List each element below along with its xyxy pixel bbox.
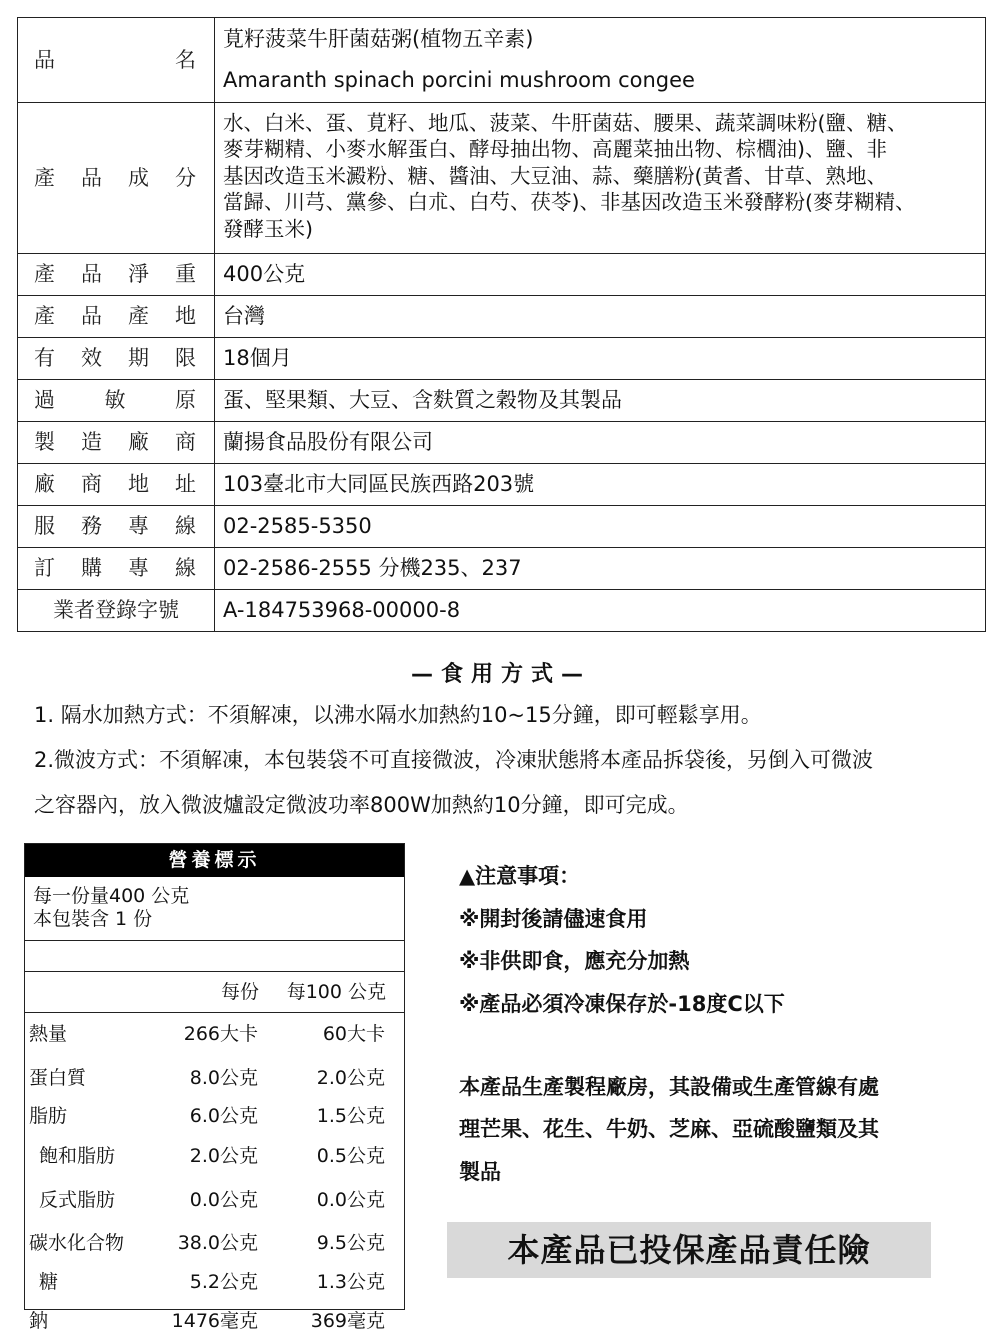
label-ingredients: 產品成分: [18, 103, 215, 254]
value-service-line: 02-2585-5350: [215, 506, 986, 548]
ingredients-line: 基因改造玉米澱粉、糖、醬油、大豆油、蒜、藥膳粉(黃耆、甘草、熟地、: [223, 163, 887, 188]
nutrient-per-100g: 2.0公克: [316, 1067, 385, 1089]
value-order-line: 02-2586-2555 分機235、237: [215, 548, 986, 590]
nutrient-per-serving: 2.0公克: [189, 1145, 258, 1167]
serving-size: 每一份量400 公克: [33, 885, 190, 907]
nutrient-per-100g: 369毫克: [310, 1310, 385, 1332]
nutrient-per-100g: 1.5公克: [316, 1105, 385, 1127]
product-name-en: Amaranth spinach porcini mushroom congee: [223, 68, 695, 92]
facility-text-line: 製品: [459, 1160, 501, 1184]
nutrition-row-protein: [25, 1063, 403, 1093]
label-origin: 產品產地: [18, 296, 215, 338]
label-manufacturer: 製造廠商: [18, 422, 215, 464]
nutrient-name: 蛋白質: [29, 1067, 87, 1089]
label-shelf-life: 有效期限: [18, 338, 215, 380]
nutrient-name: 反式脂肪: [39, 1189, 116, 1211]
nutrient-name: 飽和脂肪: [39, 1145, 116, 1167]
usage-line: 之容器內，放入微波爐設定微波功率800W加熱約10分鐘，即可完成。: [34, 793, 689, 817]
nutrient-name: 碳水化合物: [29, 1232, 125, 1254]
nutrition-row-sugar: [25, 1267, 403, 1297]
value-registration: A-184753968-00000-8: [215, 590, 986, 632]
product-info-table: [17, 17, 986, 632]
note-item: ※非供即食，應充分加熱: [459, 949, 690, 973]
nutrition-facts-panel: [24, 843, 405, 1332]
value-allergens: 蛋、堅果類、大豆、含麩質之穀物及其製品: [215, 380, 986, 422]
servings-per-package: 本包裝含 1 份: [33, 908, 153, 930]
nutrition-row-saturated-fat: [25, 1141, 403, 1171]
nutrient-name: 熱量: [29, 1023, 68, 1045]
notes-title: ▲注意事項：: [459, 864, 581, 888]
usage-title: —食用方式—: [410, 662, 591, 687]
label-order-line: 訂購專線: [18, 548, 215, 590]
value-ingredients: [215, 103, 986, 254]
nutrient-per-100g: 0.0公克: [316, 1189, 385, 1211]
ingredients-line: 發酵玉米): [223, 216, 313, 241]
value-origin: 台灣: [215, 296, 986, 338]
label-address: 廠商地址: [18, 464, 215, 506]
value-manufacturer: 蘭揚食品股份有限公司: [215, 422, 986, 464]
nutrient-per-serving: 6.0公克: [189, 1105, 258, 1127]
nutrient-per-serving: 1476毫克: [171, 1310, 258, 1332]
row-manufacturer: [18, 422, 986, 464]
note-item: ※產品必須冷凍保存於-18度C以下: [459, 992, 785, 1016]
nutrition-title: 營養標示: [25, 844, 404, 877]
ingredients-line: 水、白米、蛋、莧籽、地瓜、菠菜、牛肝菌菇、腰果、蔬菜調味粉(鹽、糖、: [223, 110, 908, 135]
col-per-serving: 每份: [220, 981, 259, 1003]
row-order-line: [18, 548, 986, 590]
nutrient-per-100g: 9.5公克: [316, 1232, 385, 1254]
product-name-zh: 莧籽菠菜牛肝菌菇粥(植物五辛素): [223, 27, 534, 51]
label-service-line: 服務專線: [18, 506, 215, 548]
nutrition-row-sodium: [25, 1306, 403, 1336]
nutrition-serving-info: [25, 877, 404, 941]
row-address: [18, 464, 986, 506]
ingredients-line: 麥芽糊精、小麥水解蛋白、酵母抽出物、高麗菜抽出物、棕櫚油)、鹽、非: [223, 137, 887, 161]
facility-text-line: 本產品生產製程廠房，其設備或生產管線有處: [459, 1075, 879, 1099]
insurance-banner: 本產品已投保產品責任險: [447, 1222, 931, 1278]
ingredients-line: 當歸、川芎、黨參、白朮、白芍、茯苓)、非基因改造玉米發酵粉(麥芽糊精、: [223, 190, 916, 214]
nutrient-per-100g: 0.5公克: [316, 1145, 385, 1167]
row-net-weight: [18, 254, 986, 296]
value-shelf-life: 18個月: [215, 338, 986, 380]
row-service-line: [18, 506, 986, 548]
value-address: 103臺北市大同區民族西路203號: [215, 464, 986, 506]
row-shelf-life: [18, 338, 986, 380]
col-per-100g: 每100 公克: [286, 981, 386, 1003]
nutrition-row-trans-fat: [25, 1185, 403, 1215]
nutrition-row-carbohydrate: [25, 1228, 403, 1258]
nutrient-per-100g: 60大卡: [322, 1023, 385, 1045]
label-product-name: 品 名: [18, 18, 215, 103]
nutrient-per-serving: 266大卡: [183, 1023, 258, 1045]
nutrition-row-energy: [25, 1019, 403, 1049]
row-registration: [18, 590, 986, 632]
row-product-name: [18, 18, 986, 103]
value-net-weight: 400公克: [215, 254, 986, 296]
nutrient-name: 鈉: [29, 1310, 49, 1332]
facility-text-line: 理芒果、花生、牛奶、芝麻、亞硫酸鹽類及其: [459, 1117, 879, 1141]
nutrition-row-fat: [25, 1101, 403, 1131]
usage-line: 1. 隔水加熱方式：不須解凍，以沸水隔水加熱約10~15分鐘，即可輕鬆享用。: [34, 703, 762, 727]
label-net-weight: 產品淨重: [18, 254, 215, 296]
nutrient-per-100g: 1.3公克: [316, 1271, 385, 1293]
row-allergens: [18, 380, 986, 422]
note-item: ※開封後請儘速食用: [459, 907, 648, 931]
usage-line: 2.微波方式：不須解凍，本包裝袋不可直接微波，冷凍狀態將本產品拆袋後，另倒入可微波: [34, 748, 874, 772]
label-registration: 業者登錄字號: [18, 590, 215, 632]
nutrient-per-serving: 8.0公克: [189, 1067, 258, 1089]
nutrition-column-headers: [25, 971, 404, 1013]
nutrient-per-serving: 0.0公克: [189, 1189, 258, 1211]
row-origin: [18, 296, 986, 338]
label-allergens: 過敏原: [18, 380, 215, 422]
value-product-name: [215, 18, 986, 103]
row-ingredients: [18, 103, 986, 254]
nutrient-name: 脂肪: [29, 1105, 68, 1127]
nutrient-name: 糖: [39, 1271, 59, 1293]
nutrient-per-serving: 5.2公克: [189, 1271, 258, 1293]
nutrient-per-serving: 38.0公克: [177, 1232, 258, 1254]
